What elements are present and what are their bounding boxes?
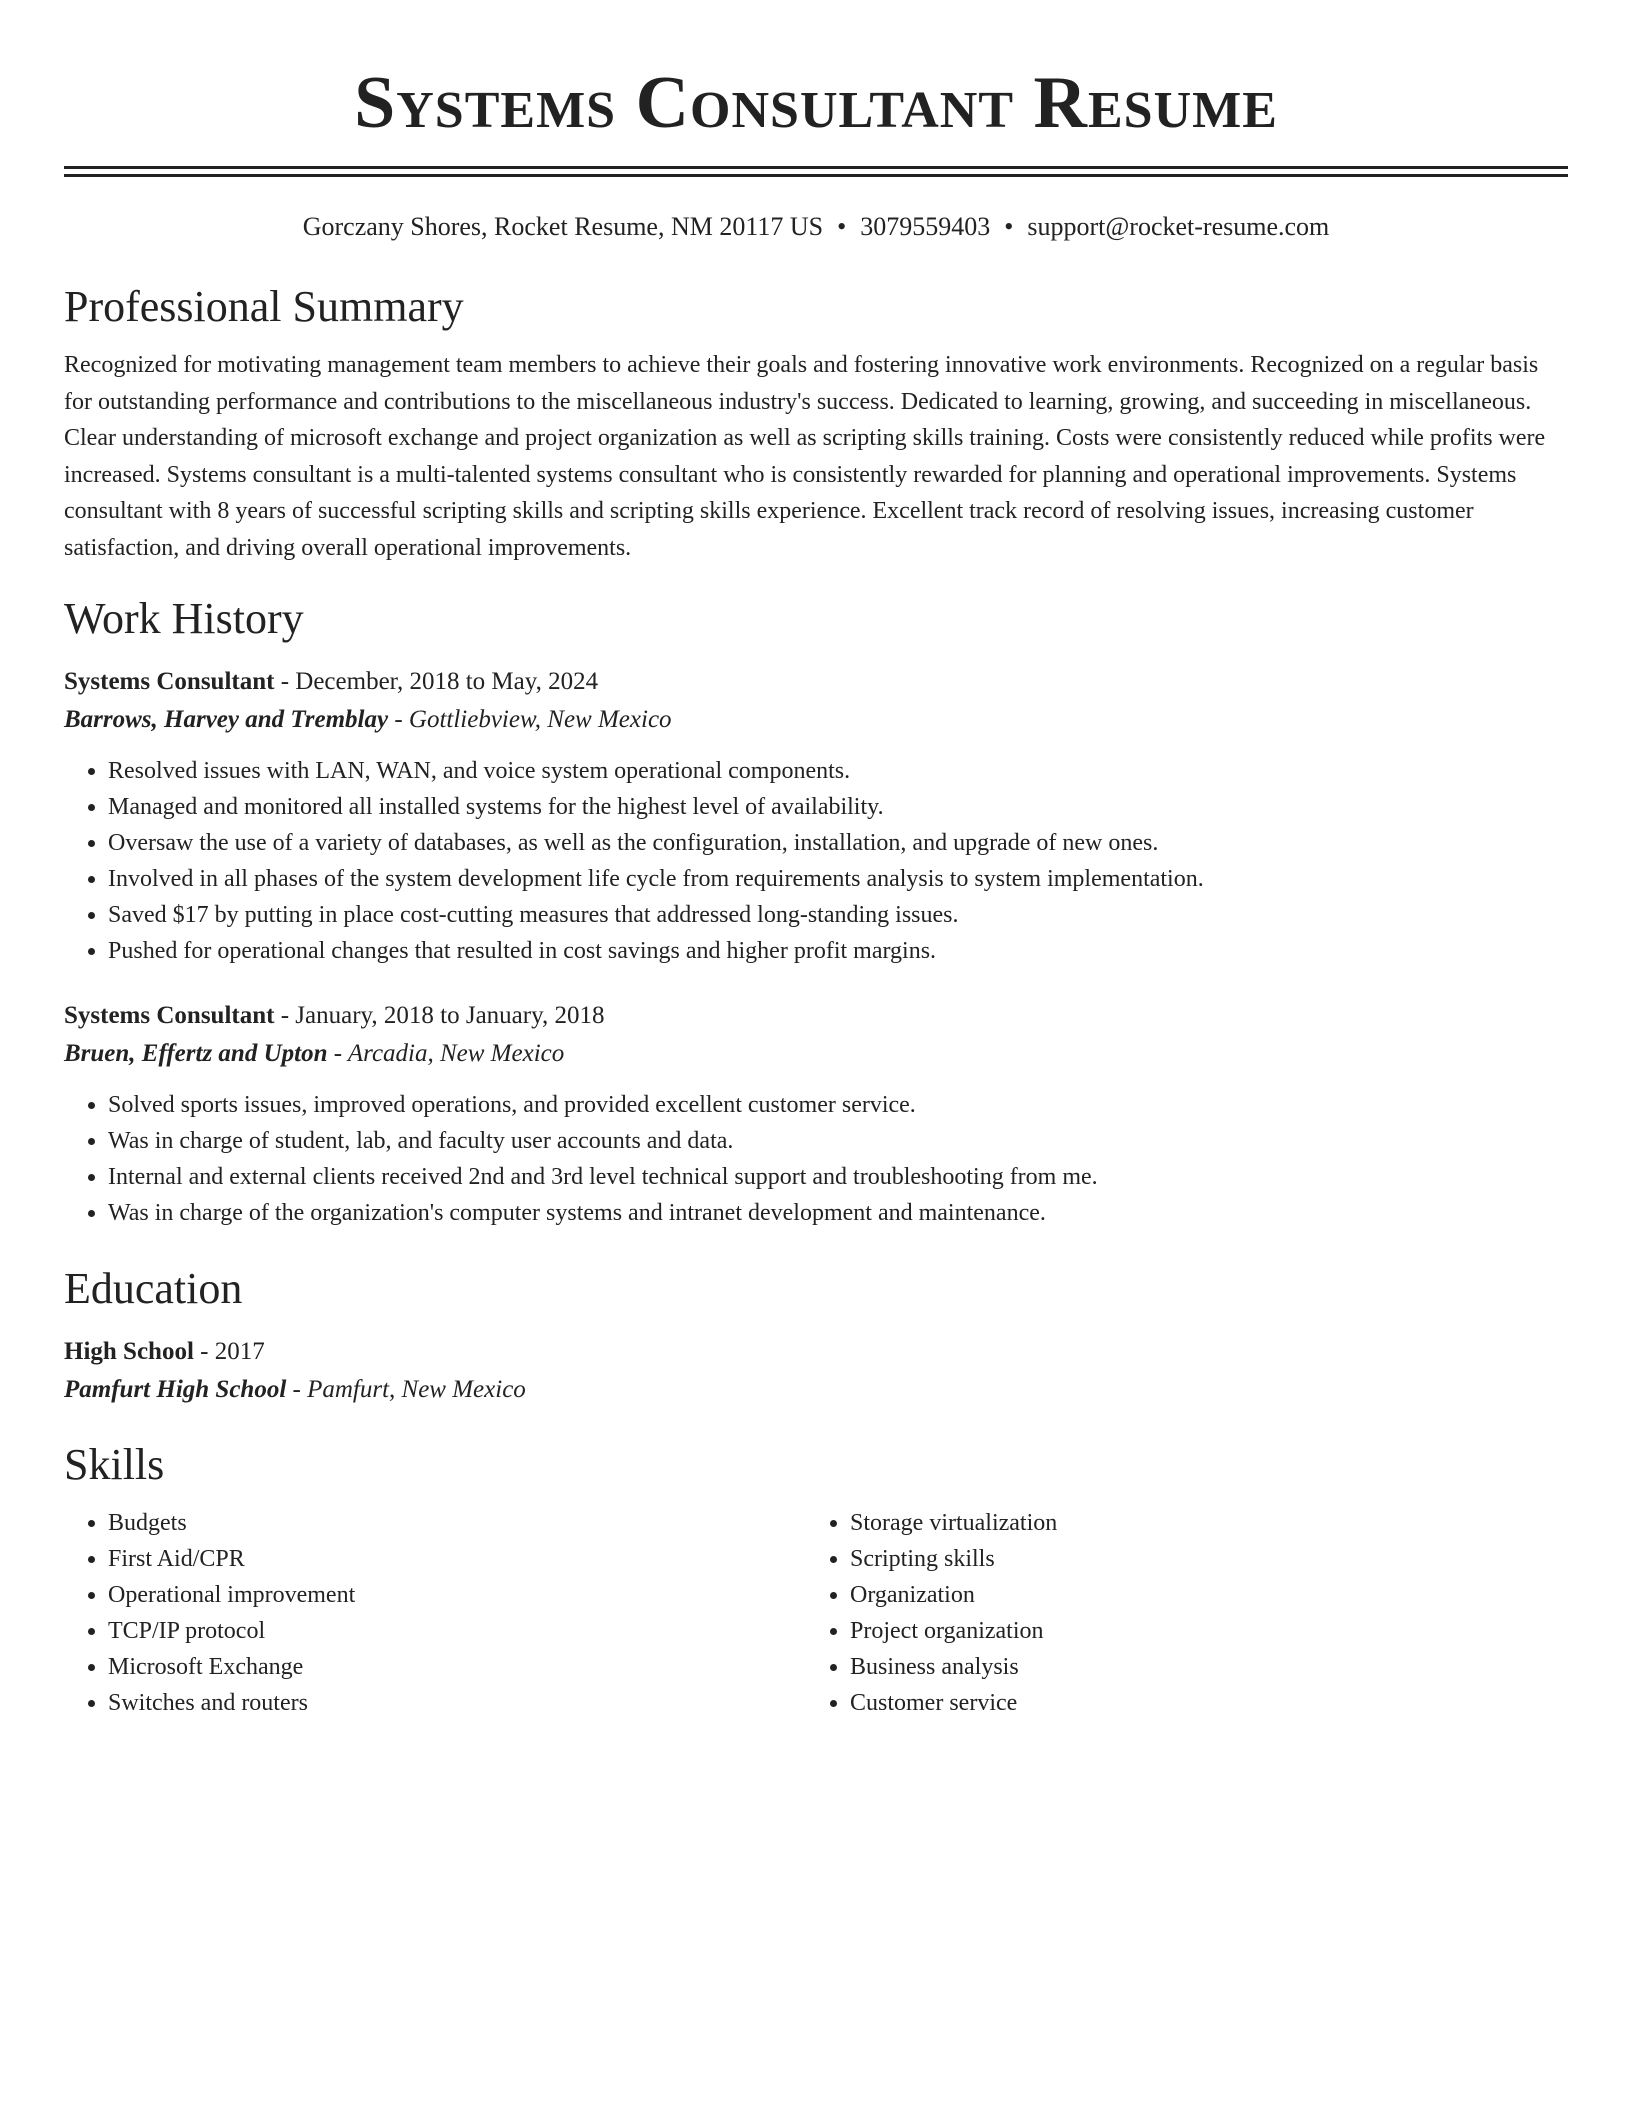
job-title-line: [64, 663, 1568, 701]
job-bullets: [64, 753, 1568, 969]
skill-item: • Storage virtualization: [850, 1505, 1548, 1541]
education-school-line: [64, 1371, 1568, 1409]
education-location: - Pamfurt, New Mexico: [286, 1375, 526, 1403]
skill-item: • Microsoft Exchange: [108, 1649, 806, 1685]
contact-address: Gorczany Shores, Rocket Resume, NM 20117 US: [302, 212, 824, 241]
job-bullet: • Managed and monitored all installed systems for the highest level of availability.: [108, 789, 1568, 825]
education-heading: Education: [64, 1263, 243, 1313]
job-bullet: • Resolved issues with LAN, WAN, and voice system operational components.: [108, 753, 1568, 789]
skill-item: • Budgets: [108, 1505, 806, 1541]
contact-line: [64, 209, 1568, 245]
skill-item: • Scripting skills: [850, 1541, 1548, 1577]
contact-phone: 3079559403: [860, 212, 991, 241]
education-school: Pamfurt High School: [64, 1375, 287, 1403]
skill-item: • TCP/IP protocol: [108, 1613, 806, 1649]
job-bullet: • Pushed for operational changes that resulted in cost savings and higher profit margins.: [108, 933, 1568, 969]
job-bullet: • Oversaw the use of a variety of databases, as well as the configuration, installation, and upgrade of new ones.: [108, 825, 1568, 861]
skill-item: • Customer service: [850, 1685, 1548, 1721]
title-double-rule: [64, 166, 1568, 177]
job-dates: - January, 2018 to January, 2018: [274, 1001, 605, 1029]
contact-email: support@rocket-resume.com: [1027, 212, 1330, 241]
job-company-line: [64, 1035, 1568, 1073]
skills-list-right: [806, 1505, 1548, 1721]
job-role: Systems Consultant: [64, 667, 275, 695]
job-dates: - December, 2018 to May, 2024: [274, 667, 599, 695]
education-entry: [64, 1333, 1568, 1409]
job-location: - Arcadia, New Mexico: [327, 1039, 565, 1067]
education-degree: High School: [64, 1337, 194, 1365]
job-company: Bruen, Effertz and Upton: [64, 1039, 328, 1067]
contact-separator: •: [837, 212, 847, 241]
education-degree-line: [64, 1333, 1568, 1371]
skill-item: • Switches and routers: [108, 1685, 806, 1721]
job-title-line: [64, 997, 1568, 1035]
skill-item: • Project organization: [850, 1613, 1548, 1649]
resume-title: Systems Consultant Resume: [354, 62, 1278, 144]
job-entry: [64, 997, 1568, 1231]
skills-list-left: [64, 1505, 806, 1721]
job-bullet: • Was in charge of student, lab, and faculty user accounts and data.: [108, 1123, 1568, 1159]
skill-item: • Organization: [850, 1577, 1548, 1613]
skills-heading: Skills: [64, 1439, 165, 1489]
skill-item: • First Aid/CPR: [108, 1541, 806, 1577]
job-company: Barrows, Harvey and Tremblay: [64, 705, 389, 733]
job-company-line: [64, 701, 1568, 739]
job-bullet: • Involved in all phases of the system development life cycle from requirements analysis to system implementation.: [108, 861, 1568, 897]
skill-item: • Business analysis: [850, 1649, 1548, 1685]
summary-text: Recognized for motivating management team members to achieve their goals and fostering innovative work environments. Recognized on a regular basis for outstanding performance and contributions to the miscellaneous industry's success. Dedicated to learning, growing, and succeeding in miscellaneous. Clear understanding of microsoft exchange and project organization as well as scripting skills training. Costs were consistently reduced while profits were increased. Systems consultant is a multi-talented systems consultant who is consistently rewarded for planning and operational improvements. Systems consultant with 8 years of successful scripting skills and scripting skills experience. Excellent track record of resolving issues, increasing customer satisfaction, and driving overall operational improvements.: [64, 352, 1546, 561]
contact-separator: •: [1004, 212, 1014, 241]
job-entry: [64, 663, 1568, 969]
work-history-heading: Work History: [64, 593, 304, 643]
skills-grid: [64, 1505, 1568, 1721]
job-bullets: [64, 1087, 1568, 1231]
job-bullet: • Solved sports issues, improved operations, and provided excellent customer service.: [108, 1087, 1568, 1123]
job-bullet: • Internal and external clients received 2nd and 3rd level technical support and troubleshooting from me.: [108, 1159, 1568, 1195]
skill-item: • Operational improvement: [108, 1577, 806, 1613]
job-bullet: • Was in charge of the organization's computer systems and intranet development and maintenance.: [108, 1195, 1568, 1231]
job-bullet: • Saved $17 by putting in place cost-cutting measures that addressed long-standing issues.: [108, 897, 1568, 933]
education-year: - 2017: [193, 1337, 265, 1365]
job-role: Systems Consultant: [64, 1001, 275, 1029]
job-location: - Gottliebview, New Mexico: [388, 705, 672, 733]
summary-heading: Professional Summary: [64, 282, 464, 331]
